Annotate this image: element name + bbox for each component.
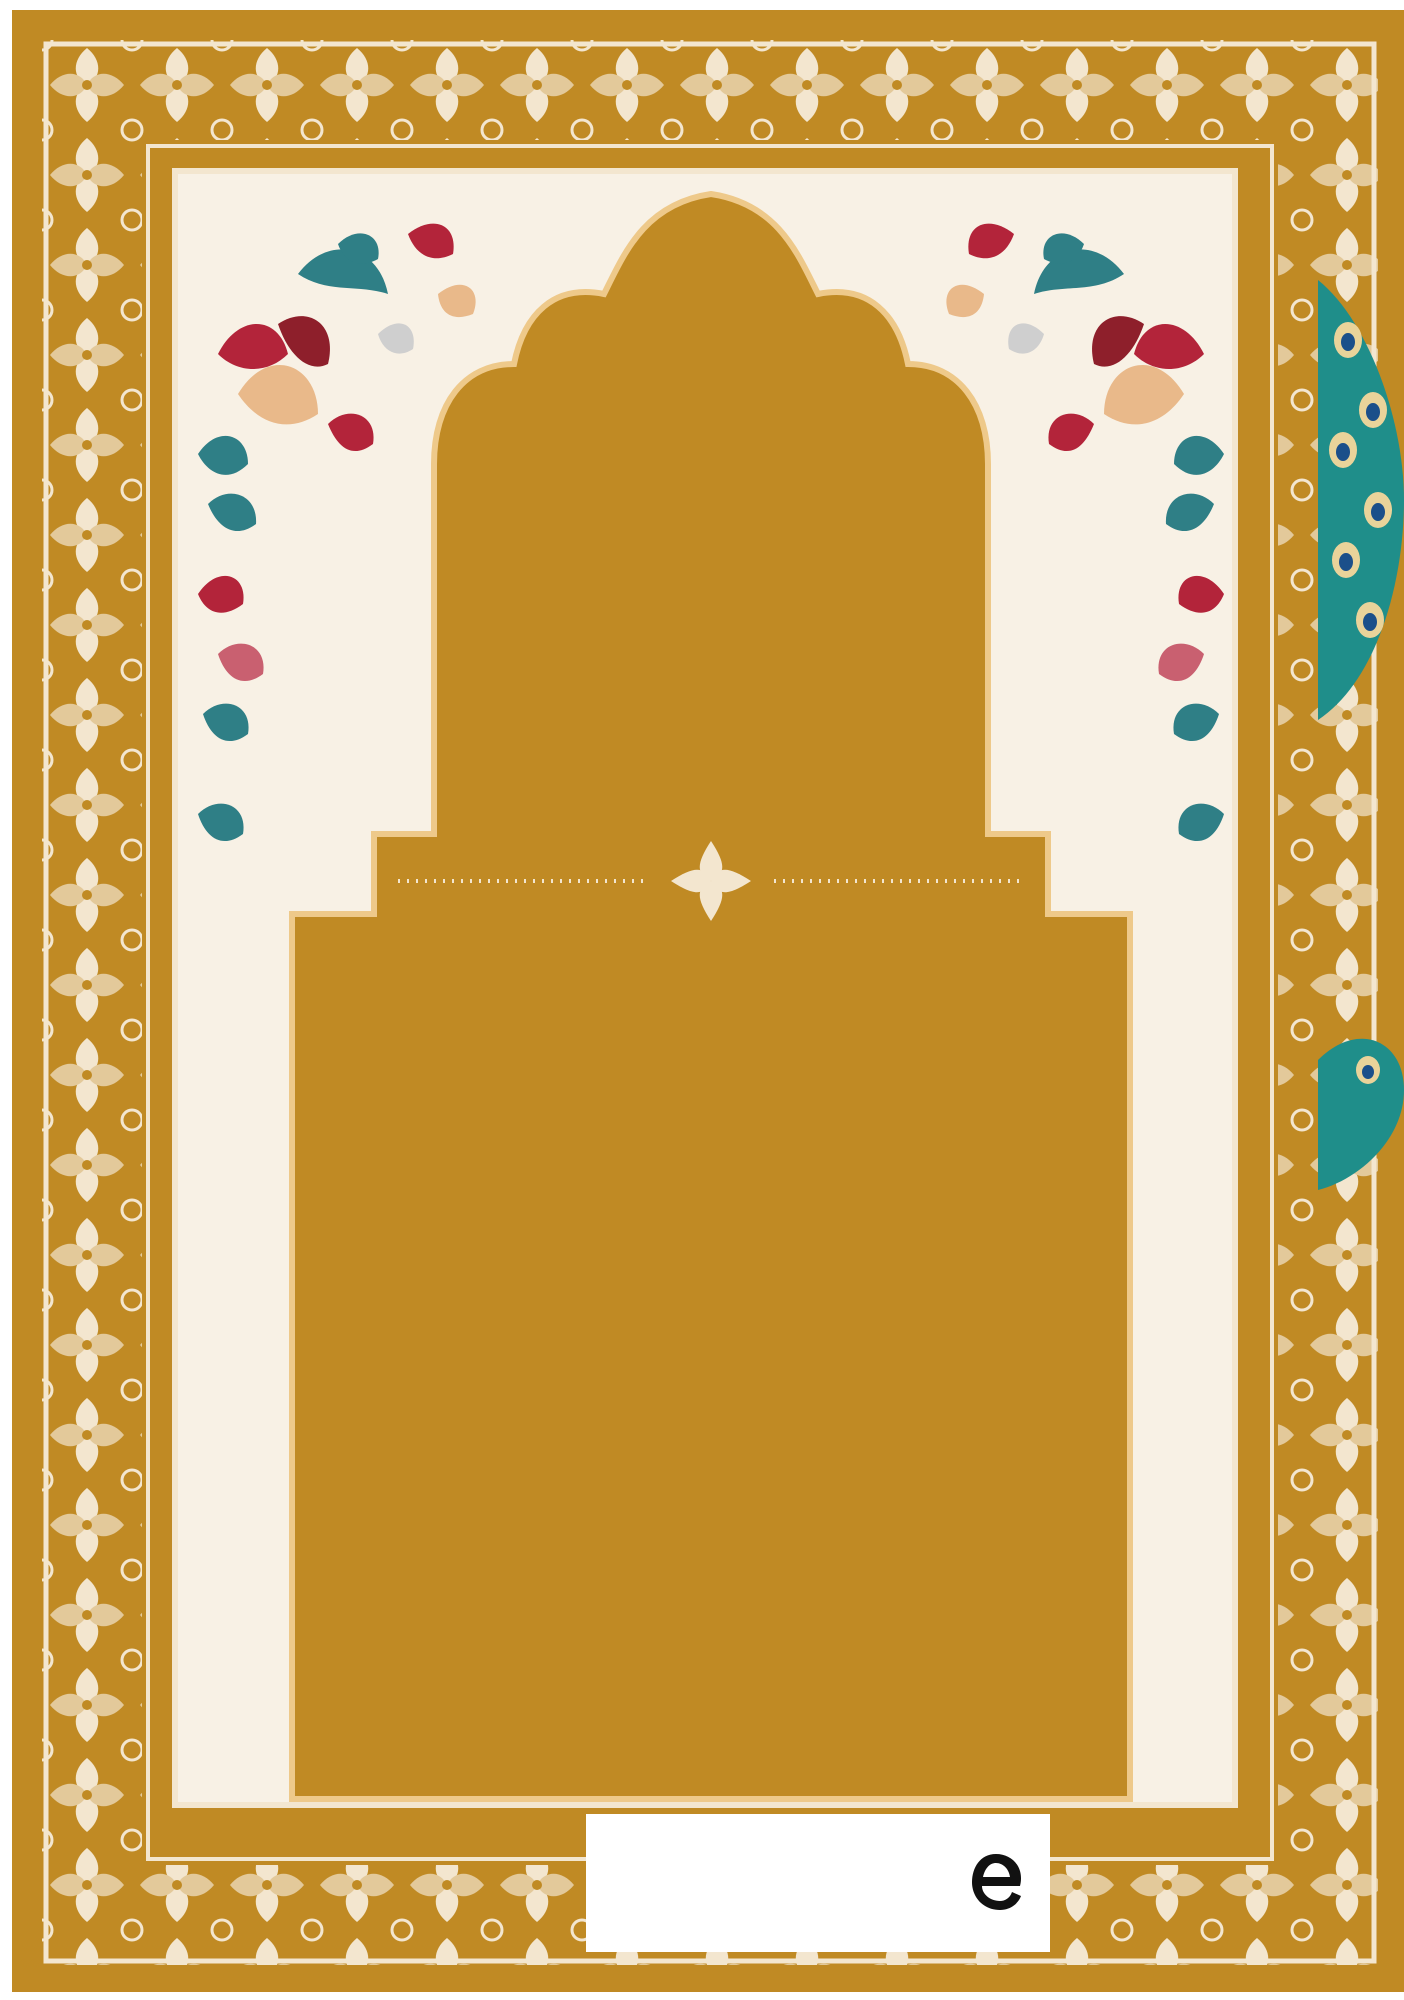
eksmo-logo-icon [966,1842,1026,1922]
peacock-feather-ornament [1318,280,1404,720]
barcode-icon [596,1848,936,1922]
barcode-block [586,1814,1050,1952]
peacock-body-ornament [1318,1020,1404,1190]
book-back-cover [12,10,1404,1992]
floral-arch-ornament [178,174,1244,1814]
inner-text-panel [172,168,1238,1808]
